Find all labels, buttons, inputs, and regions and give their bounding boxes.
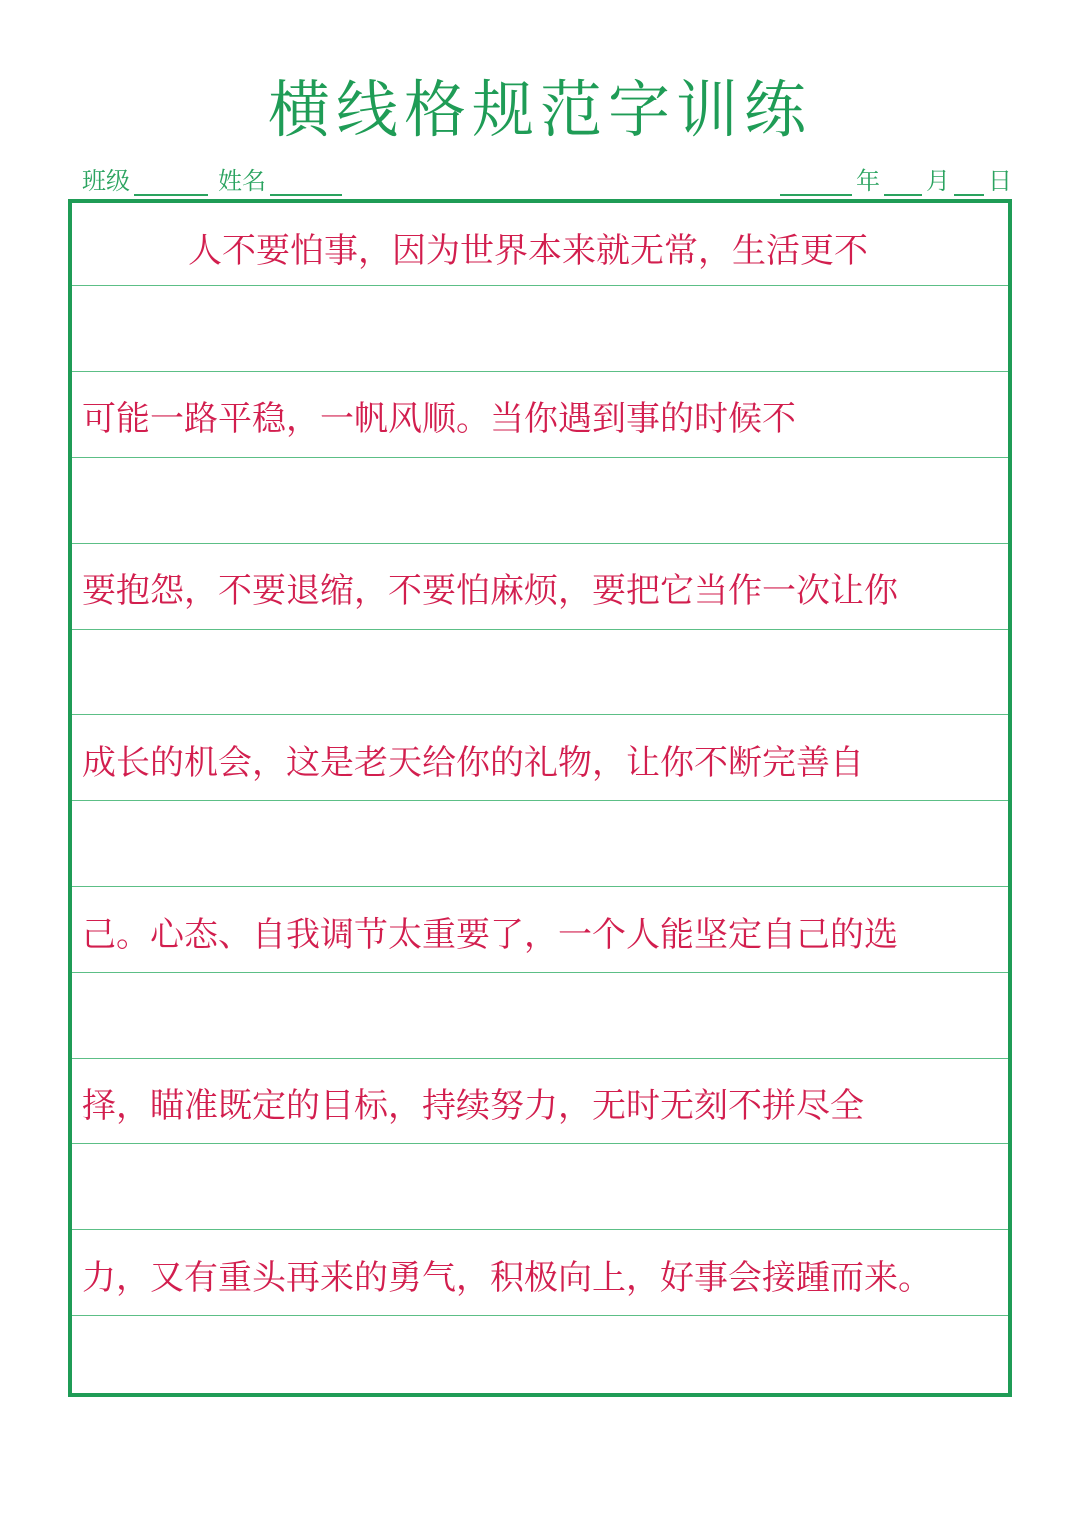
class-name-fields: [82, 162, 346, 196]
ruled-line: [72, 800, 1008, 801]
text-line-4: 成长的机会，这是老天给你的礼物，让你不断完善自: [82, 743, 864, 783]
text-line-3: 要抱怨，不要退缩，不要怕麻烦，要把它当作一次让你: [82, 571, 898, 611]
text-line-2: 可能一路平稳，一帆风顺。当你遇到事的时候不: [82, 399, 796, 439]
ruled-line: [72, 1229, 1008, 1230]
text-line-7: 力，又有重头再来的勇气，积极向上，好事会接踵而来。: [82, 1258, 932, 1298]
month-blank[interactable]: [884, 168, 922, 196]
ruled-line: [72, 972, 1008, 973]
date-fields: [776, 162, 1012, 196]
class-label: 班级: [82, 167, 130, 195]
year-label: 年: [856, 167, 880, 195]
text-line-6: 择，瞄准既定的目标，持续努力，无时无刻不拼尽全: [82, 1086, 864, 1126]
ruled-line: [72, 285, 1008, 286]
class-blank[interactable]: [134, 168, 208, 196]
name-blank[interactable]: [270, 168, 342, 196]
ruled-line: [72, 886, 1008, 887]
day-blank[interactable]: [954, 168, 984, 196]
writing-sheet: [68, 199, 1012, 1397]
ruled-line: [72, 457, 1008, 458]
name-label: 姓名: [218, 167, 266, 195]
ruled-line: [72, 1058, 1008, 1059]
ruled-line: [72, 371, 1008, 372]
ruled-line: [72, 1315, 1008, 1316]
year-blank[interactable]: [780, 168, 852, 196]
ruled-line: [72, 543, 1008, 544]
day-label: 日: [988, 167, 1012, 195]
month-label: 月: [926, 167, 950, 195]
page-title: 横线格规范字训练: [267, 73, 812, 146]
ruled-line: [72, 1143, 1008, 1144]
ruled-line: [72, 629, 1008, 630]
text-line-5: 己。心态、自我调节太重要了，一个人能坚定自己的选: [82, 915, 898, 955]
ruled-line: [72, 714, 1008, 715]
text-line-1: 人不要怕事，因为世界本来就无常，生活更不: [188, 231, 868, 271]
